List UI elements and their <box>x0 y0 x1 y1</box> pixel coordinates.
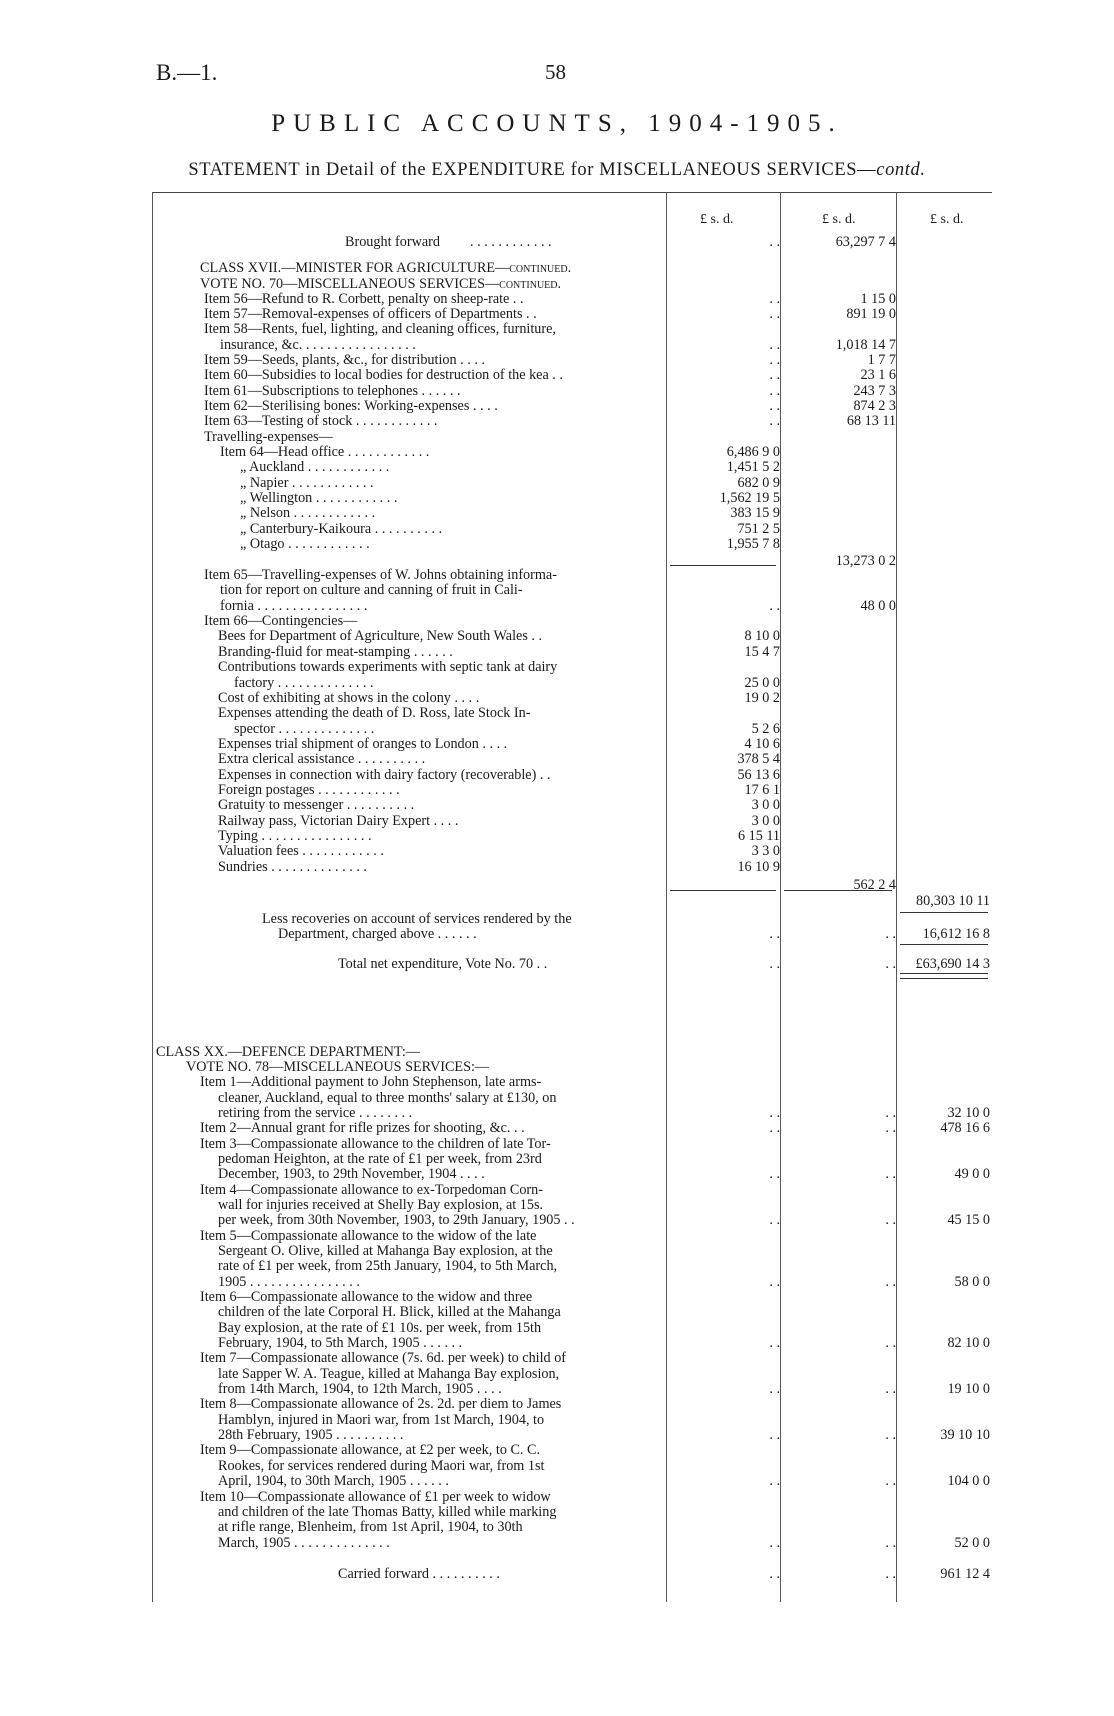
amount-c2: 1,018 14 7 <box>835 337 896 353</box>
table-row <box>0 843 1114 859</box>
table-row <box>0 1381 1114 1397</box>
table-row <box>0 1243 1114 1259</box>
table-row <box>0 1105 1114 1121</box>
row-label: at rifle range, Blenheim, from 1st April, 1904, to 30th <box>218 1519 523 1535</box>
table-row <box>0 926 1114 942</box>
amount-c3: 58 0 0 <box>954 1274 990 1290</box>
amount-c3: 32 10 0 <box>947 1105 990 1121</box>
amount-c1: 17 6 1 <box>744 782 780 798</box>
amount-c1: . . <box>769 291 780 307</box>
row-label: cleaner, Auckland, equal to three months' salary at £130, on <box>218 1090 557 1106</box>
amount-c2: . . <box>885 1120 896 1136</box>
row-label: retiring from the service . . . . . . . . <box>218 1105 413 1121</box>
amount-c2: 48 0 0 <box>860 598 896 614</box>
table-row <box>0 567 1114 583</box>
amount-c1: . . <box>769 1120 780 1136</box>
amount-c2: 68 13 11 <box>846 413 896 429</box>
table-row <box>0 367 1114 383</box>
row-label: Item 2—Annual grant for rifle prizes for shooting, &c. . . <box>200 1120 525 1136</box>
leader-dots: . . . . . . . . . . . . <box>470 234 552 250</box>
row-label: Item 66—Contingencies— <box>204 613 358 629</box>
row-label: Item 58—Rents, fuel, lighting, and cleaning offices, furniture, <box>204 321 556 337</box>
table-row <box>0 398 1114 414</box>
row-label: factory . . . . . . . . . . . . . . <box>234 675 374 691</box>
table-row <box>0 1304 1114 1320</box>
table-row <box>0 690 1114 706</box>
row-label: Cost of exhibiting at shows in the colony . . . . <box>218 690 480 706</box>
row-label: Item 3—Compassionate allowance to the children of late Tor- <box>200 1136 551 1152</box>
table-row <box>0 276 1114 292</box>
row-label: VOTE NO. 78—MISCELLANEOUS SERVICES:— <box>186 1059 490 1075</box>
amount-c2: . . <box>885 1212 896 1228</box>
table-row <box>0 306 1114 322</box>
row-label: Item 64—Head office . . . . . . . . . . . . <box>220 444 430 460</box>
table-row <box>0 797 1114 813</box>
table-row <box>0 1289 1114 1305</box>
table-row <box>0 628 1114 644</box>
table-row <box>0 859 1114 875</box>
row-label: from 14th March, 1904, to 12th March, 1905 . . . . <box>218 1381 502 1397</box>
amount-c1: 6,486 9 0 <box>726 444 780 460</box>
amount-c2: . . <box>885 1381 896 1397</box>
amount-c1: 1,562 19 5 <box>719 490 780 506</box>
amount-c2: . . <box>885 1166 896 1182</box>
column-heading-1: £ s. d. <box>700 212 734 227</box>
row-label: Hamblyn, injured in Maori war, from 1st March, 1904, to <box>218 1412 545 1428</box>
table-row <box>0 1427 1114 1443</box>
amount-c2: . . <box>885 1535 896 1551</box>
amount-c2: . . <box>885 1566 896 1582</box>
table-row <box>0 1258 1114 1274</box>
amount-c2: . . <box>885 926 896 942</box>
amount-c1: 1,955 7 8 <box>726 536 780 552</box>
row-label: insurance, &c. . . . . . . . . . . . . . . . . <box>220 337 416 353</box>
table-row <box>0 1519 1114 1535</box>
table-row <box>0 1182 1114 1198</box>
table-row <box>0 444 1114 460</box>
table-row <box>0 521 1114 537</box>
row-label: Item 59—Seeds, plants, &c., for distribution . . . . <box>204 352 485 368</box>
amount-c1: 751 2 5 <box>737 521 780 537</box>
amount-c1: . . <box>769 598 780 614</box>
table-row <box>0 234 1114 250</box>
amount-c2: 1 7 7 <box>867 352 896 368</box>
amount-c2: . . <box>885 1473 896 1489</box>
amount-c1: . . <box>769 1274 780 1290</box>
amount-c1: 4 10 6 <box>744 736 780 752</box>
amount-c1: 6 15 11 <box>737 828 780 844</box>
amount-c2: 562 2 4 <box>853 877 896 893</box>
table-row <box>0 1458 1114 1474</box>
amount-c1: . . <box>769 956 780 972</box>
table-row <box>0 911 1114 927</box>
table-row <box>0 956 1114 972</box>
row-label: Gratuity to messenger . . . . . . . . . . <box>218 797 415 813</box>
amount-c2: . . <box>885 1427 896 1443</box>
amount-c3: 45 15 0 <box>947 1212 990 1228</box>
amount-c3: 82 10 0 <box>947 1335 990 1351</box>
amount-c3: £63,690 14 3 <box>915 956 990 972</box>
row-label: Travelling-expenses— <box>204 429 333 445</box>
amount-c1: . . <box>769 367 780 383</box>
row-label: Item 60—Subsidies to local bodies for destruction of the kea . . <box>204 367 563 383</box>
table-row <box>0 893 1114 909</box>
amount-c1: . . <box>769 926 780 942</box>
row-label: CLASS XVII.—MINISTER FOR AGRICULTURE—continued. <box>200 260 572 276</box>
column-heading-2: £ s. d. <box>822 212 856 227</box>
sum-rule <box>900 944 988 945</box>
table-row <box>0 1366 1114 1382</box>
table-row <box>0 877 1114 893</box>
column-heading-3: £ s. d. <box>930 212 964 227</box>
row-label: Rookes, for services rendered during Maori war, from 1st <box>218 1458 545 1474</box>
row-label: children of the late Corporal H. Blick, killed at the Mahanga <box>218 1304 561 1320</box>
table-row <box>0 1044 1114 1060</box>
table-row <box>0 1535 1114 1551</box>
amount-c1: . . <box>769 1105 780 1121</box>
table-row <box>0 1473 1114 1489</box>
amount-c1: 16 10 9 <box>737 859 780 875</box>
table-row <box>0 659 1114 675</box>
row-label: „ Otago . . . . . . . . . . . . <box>240 536 370 552</box>
table-row <box>0 1228 1114 1244</box>
table-row <box>0 1442 1114 1458</box>
amount-c3: 39 10 10 <box>940 1427 990 1443</box>
page-title: PUBLIC ACCOUNTS, 1904-1905. <box>271 110 843 137</box>
amount-c2: 1 15 0 <box>860 291 896 307</box>
table-row <box>0 1320 1114 1336</box>
amount-c2: 23 1 6 <box>860 367 896 383</box>
row-label: Bees for Department of Agriculture, New South Wales . . <box>218 628 543 644</box>
row-label: Total net expenditure, Vote No. 70 . . <box>338 956 548 972</box>
table-row <box>0 1335 1114 1351</box>
amount-c1: . . <box>769 306 780 322</box>
row-label: March, 1905 . . . . . . . . . . . . . . <box>218 1535 390 1551</box>
page-subtitle <box>0 160 1114 181</box>
row-label: Sundries . . . . . . . . . . . . . . <box>218 859 367 875</box>
row-label: Item 5—Compassionate allowance to the widow of the late <box>200 1228 537 1244</box>
amount-c2: 891 19 0 <box>846 306 896 322</box>
table-row <box>0 813 1114 829</box>
amount-c3: 16,612 16 8 <box>922 926 990 942</box>
table-row <box>0 613 1114 629</box>
row-label: February, 1904, to 5th March, 1905 . . . . . . <box>218 1335 463 1351</box>
table-row <box>0 1120 1114 1136</box>
row-label: per week, from 30th November, 1903, to 29th January, 1905 . . <box>218 1212 575 1228</box>
table-row <box>0 1274 1114 1290</box>
amount-c1: 56 13 6 <box>737 767 780 783</box>
row-label: „ Napier . . . . . . . . . . . . <box>240 475 374 491</box>
row-label: Contributions towards experiments with septic tank at dairy <box>218 659 558 675</box>
row-label: December, 1903, to 29th November, 1904 . . . . <box>218 1166 485 1182</box>
page-number: 58 <box>545 60 566 84</box>
amount-c1: . . <box>769 337 780 353</box>
row-label: Item 57—Removal-expenses of officers of Departments . . <box>204 306 537 322</box>
table-top-rule <box>152 192 992 193</box>
row-label: April, 1904, to 30th March, 1905 . . . . . . <box>218 1473 449 1489</box>
row-label: Item 63—Testing of stock . . . . . . . . . . . . <box>204 413 438 429</box>
amount-c3: 19 10 0 <box>947 1381 990 1397</box>
table-row <box>0 598 1114 614</box>
table-row <box>0 767 1114 783</box>
row-label: Department, charged above . . . . . . <box>278 926 477 942</box>
row-label: „ Auckland . . . . . . . . . . . . <box>240 459 390 475</box>
amount-c2: . . <box>885 956 896 972</box>
row-label: 28th February, 1905 . . . . . . . . . . <box>218 1427 404 1443</box>
row-label: CLASS XX.—DEFENCE DEPARTMENT:— <box>156 1044 420 1060</box>
table-row <box>0 721 1114 737</box>
amount-c1: . . <box>769 1473 780 1489</box>
row-label: Item 61—Subscriptions to telephones . . . . . . <box>204 383 461 399</box>
table-row <box>0 1412 1114 1428</box>
row-label: Foreign postages . . . . . . . . . . . . <box>218 782 400 798</box>
table-row <box>0 751 1114 767</box>
table-row <box>0 475 1114 491</box>
table-row <box>0 1504 1114 1520</box>
amount-c2: 243 7 3 <box>853 383 896 399</box>
table-row <box>0 490 1114 506</box>
row-label: rate of £1 per week, from 25th January, 1904, to 5th March, <box>218 1258 558 1274</box>
table-row <box>0 782 1114 798</box>
table-row <box>0 705 1114 721</box>
row-label: fornia . . . . . . . . . . . . . . . . <box>220 598 368 614</box>
amount-c3: 49 0 0 <box>954 1166 990 1182</box>
amount-c3: 80,303 10 11 <box>916 893 990 909</box>
row-label: Valuation fees . . . . . . . . . . . . <box>218 843 384 859</box>
table-row <box>0 459 1114 475</box>
amount-c1: 1,451 5 2 <box>726 459 780 475</box>
subtitle-main: STATEMENT in Detail of the EXPENDITURE for MISCELLANEOUS SERVICES— <box>188 160 877 180</box>
amount-c2: . . <box>885 1105 896 1121</box>
row-label: Item 7—Compassionate allowance (7s. 6d. per week) to child of <box>200 1350 567 1366</box>
total-double-rule <box>900 973 988 979</box>
table-row <box>0 828 1114 844</box>
table-row <box>0 1090 1114 1106</box>
table-row <box>0 352 1114 368</box>
row-label: Item 56—Refund to R. Corbett, penalty on sheep-rate . . <box>204 291 524 307</box>
amount-c1: . . <box>769 398 780 414</box>
table-row <box>0 1074 1114 1090</box>
amount-c3: 52 0 0 <box>954 1535 990 1551</box>
row-label: Typing . . . . . . . . . . . . . . . . <box>218 828 372 844</box>
table-row <box>0 429 1114 445</box>
report-code: B.—1. <box>156 60 218 85</box>
amount-c1: 25 0 0 <box>744 675 780 691</box>
amount-c3: 478 16 6 <box>940 1120 990 1136</box>
amount-c1: 19 0 2 <box>744 690 780 706</box>
row-label: late Sapper W. A. Teague, killed at Mahanga Bay explosion, <box>218 1366 560 1382</box>
amount-c1: . . <box>769 1212 780 1228</box>
amount-c1: . . <box>769 1335 780 1351</box>
table-row <box>0 1566 1114 1582</box>
table-row <box>0 383 1114 399</box>
row-label: „ Canterbury-Kaikoura . . . . . . . . . . <box>240 521 443 537</box>
amount-c1: . . <box>769 383 780 399</box>
amount-c1: 3 0 0 <box>751 797 780 813</box>
table-row <box>0 337 1114 353</box>
amount-c1: 3 3 0 <box>751 843 780 859</box>
row-label: Brought forward <box>345 234 440 250</box>
row-label: Less recoveries on account of services rendered by the <box>262 911 572 927</box>
table-row <box>0 291 1114 307</box>
row-label: Item 8—Compassionate allowance of 2s. 2d. per diem to James <box>200 1396 562 1412</box>
amount-c1: . . <box>769 352 780 368</box>
table-row <box>0 644 1114 660</box>
row-label: tion for report on culture and canning of fruit in Cali- <box>220 582 523 598</box>
row-label: and children of the late Thomas Batty, killed while marking <box>218 1504 557 1520</box>
amount-c2: . . <box>885 1274 896 1290</box>
row-label: Item 9—Compassionate allowance, at £2 per week, to C. C. <box>200 1442 541 1458</box>
row-label: Carried forward . . . . . . . . . . <box>338 1566 500 1582</box>
row-label: spector . . . . . . . . . . . . . . <box>234 721 375 737</box>
table-row <box>0 1212 1114 1228</box>
amount-c3: 961 12 4 <box>940 1566 990 1582</box>
table-row <box>0 321 1114 337</box>
table-row <box>0 1151 1114 1167</box>
amount-c1: 3 0 0 <box>751 813 780 829</box>
row-label: VOTE NO. 70—MISCELLANEOUS SERVICES—continued. <box>200 276 562 292</box>
row-label: Item 10—Compassionate allowance of £1 per week to widow <box>200 1489 551 1505</box>
amount-c1: . . <box>769 413 780 429</box>
table-row <box>0 675 1114 691</box>
row-label: Item 65—Travelling-expenses of W. Johns obtaining informa- <box>204 567 557 583</box>
amount-c1: 682 0 9 <box>737 475 780 491</box>
amount-c2: . . <box>885 1335 896 1351</box>
amount-c2: 13,273 0 2 <box>835 553 896 569</box>
row-label: Item 62—Sterilising bones: Working-expenses . . . . <box>204 398 498 414</box>
table-row <box>0 582 1114 598</box>
amount-c2: 63,297 7 4 <box>835 234 896 250</box>
row-label: Item 1—Additional payment to John Stephenson, late arms- <box>200 1074 542 1090</box>
row-label: „ Nelson . . . . . . . . . . . . <box>240 505 376 521</box>
amount-c1: . . <box>769 234 780 250</box>
table-row <box>0 413 1114 429</box>
row-label: Extra clerical assistance . . . . . . . . . . <box>218 751 426 767</box>
row-label: Item 4—Compassionate allowance to ex-Torpedoman Corn- <box>200 1182 543 1198</box>
row-label: Branding-fluid for meat-stamping . . . . . . <box>218 644 453 660</box>
amount-c1: . . <box>769 1381 780 1397</box>
amount-c3: 104 0 0 <box>947 1473 990 1489</box>
table-row <box>0 1197 1114 1213</box>
row-label: 1905 . . . . . . . . . . . . . . . . <box>218 1274 360 1290</box>
amount-c1: 8 10 0 <box>744 628 780 644</box>
table-row <box>0 1059 1114 1075</box>
amount-c1: 5 2 6 <box>751 721 780 737</box>
table-row <box>0 736 1114 752</box>
table-row <box>0 1136 1114 1152</box>
row-label: Expenses trial shipment of oranges to London . . . . <box>218 736 508 752</box>
row-label: Sergeant O. Olive, killed at Mahanga Bay explosion, at the <box>218 1243 553 1259</box>
row-label: wall for injuries received at Shelly Bay explosion, at 15s. <box>218 1197 544 1213</box>
table-row <box>0 1396 1114 1412</box>
table-row <box>0 1489 1114 1505</box>
amount-c1: . . <box>769 1566 780 1582</box>
row-label: pedoman Heighton, at the rate of £1 per week, from 23rd <box>218 1151 542 1167</box>
amount-c1: 378 5 4 <box>737 751 780 767</box>
row-label: Expenses in connection with dairy factory (recoverable) . . <box>218 767 551 783</box>
table-row <box>0 1166 1114 1182</box>
amount-c1: . . <box>769 1427 780 1443</box>
table-row <box>0 505 1114 521</box>
amount-c1: 15 4 7 <box>744 644 780 660</box>
amount-c1: . . <box>769 1166 780 1182</box>
amount-c1: 383 15 9 <box>730 505 780 521</box>
row-label: Item 6—Compassionate allowance to the widow and three <box>200 1289 533 1305</box>
row-label: Bay explosion, at the rate of £1 10s. per week, from 15th <box>218 1320 542 1336</box>
subtitle-contd: contd. <box>876 160 926 180</box>
amount-c2: 874 2 3 <box>853 398 896 414</box>
row-label: Railway pass, Victorian Dairy Expert . . . . <box>218 813 459 829</box>
row-label: „ Wellington . . . . . . . . . . . . <box>240 490 398 506</box>
table-row <box>0 1350 1114 1366</box>
table-row <box>0 536 1114 552</box>
amount-c1: . . <box>769 1535 780 1551</box>
table-row <box>0 260 1114 276</box>
row-label: Expenses attending the death of D. Ross, late Stock In- <box>218 705 531 721</box>
